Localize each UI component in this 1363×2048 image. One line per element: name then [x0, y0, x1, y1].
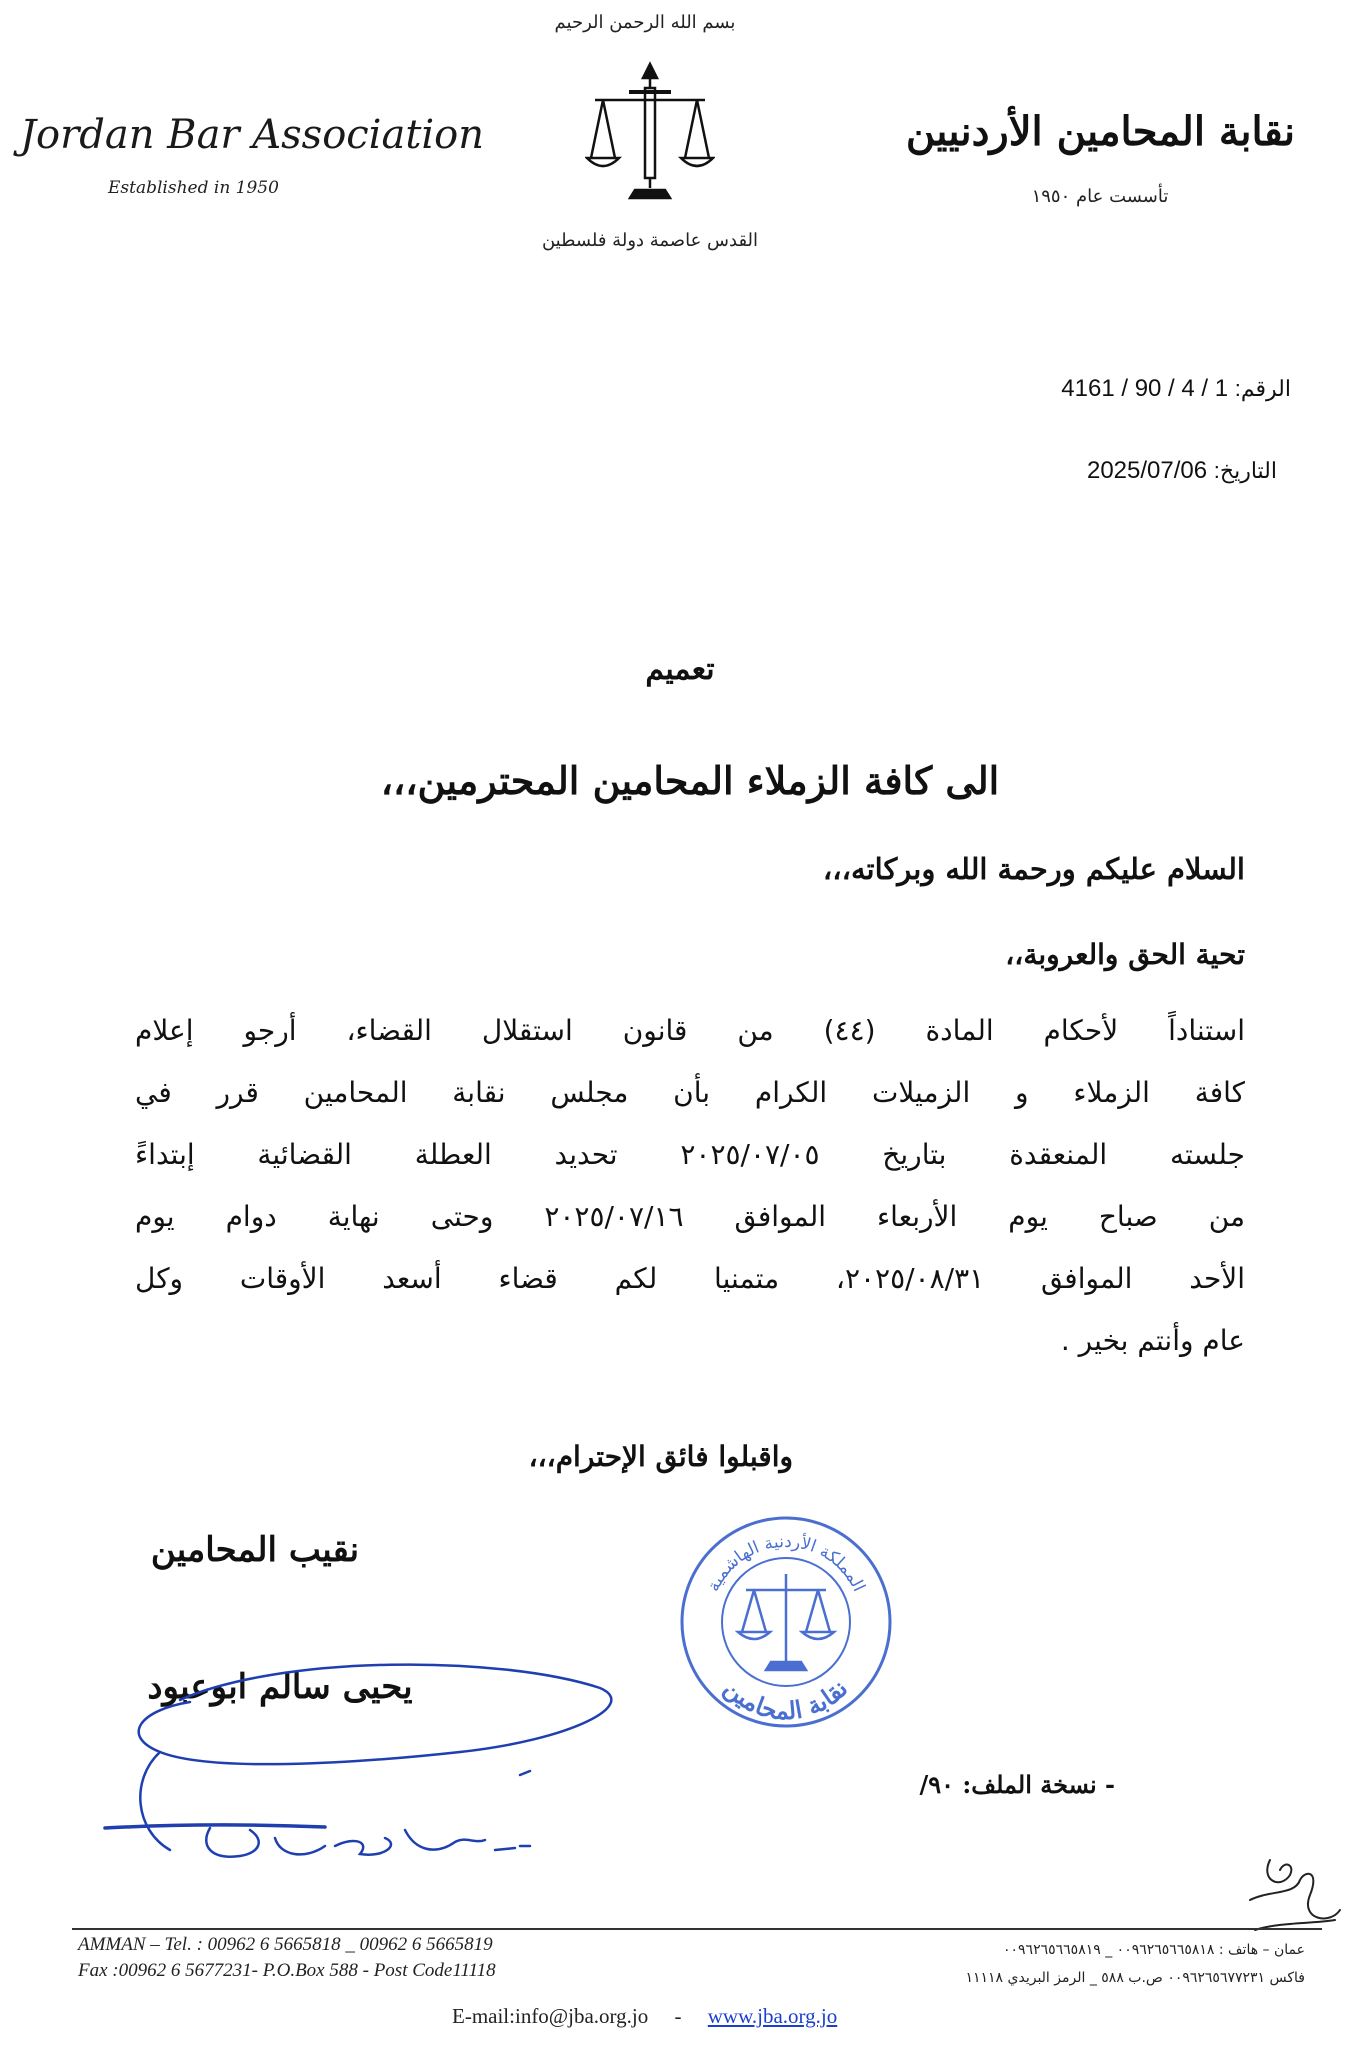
footer-separator: -	[674, 2004, 682, 2028]
footer-fax-arabic: فاكس ٠٠٩٦٢٦٥٦٧٧٢٣١ ص.ب ٥٨٨ _ الرمز البريدي ١١١١٨	[965, 1970, 1305, 1986]
scales-sword-emblem-icon	[585, 58, 715, 208]
body-line: كافة الزملاء و الزميلات الكرام بأن مجلس نقابة المحامين قرر في	[135, 1076, 1245, 1109]
addressee-line: الى كافة الزملاء المحامين المحترمين،،،	[380, 758, 1000, 803]
svg-text:نقابة المحامين	[718, 1673, 853, 1725]
body-line: استناداً لأحكام المادة (٤٤) من قانون استقلال القضاء، أرجو إعلام	[135, 1014, 1245, 1047]
body-line: عام وأنتم بخير .	[1060, 1324, 1245, 1357]
footer-contact-row	[452, 2004, 837, 2029]
reference-label: الرقم:	[1234, 376, 1291, 401]
reference-number-row	[1061, 375, 1291, 403]
established-arabic: تأسست عام ١٩٥٠	[1031, 186, 1169, 207]
salute-line: تحية الحق والعروبة،،	[1005, 938, 1245, 971]
handwritten-signature-icon	[100, 1660, 620, 1890]
org-name-arabic: نقابة المحامين الأردنيين	[905, 108, 1295, 155]
closing-line: واقبلوا فائق الإحترام،،،	[528, 1440, 793, 1473]
org-name-english: Jordan Bar Association	[20, 112, 485, 158]
circular-title: تعميم	[645, 652, 715, 687]
established-english: Established in 1950	[108, 178, 279, 198]
motto-jerusalem: القدس عاصمة دولة فلسطين	[541, 230, 759, 251]
signatory-name: يحيى سالم ابوعبود	[147, 1667, 413, 1707]
letter-body	[135, 1000, 1245, 1372]
footer-website-link[interactable]: www.jba.org.jo	[707, 2004, 838, 2028]
official-stamp-icon	[676, 1512, 896, 1732]
signatory-title: نقيب المحامين	[150, 1530, 360, 1570]
body-line: جلسته المنعقدة بتاريخ ٢٠٢٥/٠٧/٠٥ تحديد العطلة القضائية إبتداءً	[135, 1138, 1245, 1171]
file-copy-note: - نسخة الملف: ٩٠/	[919, 1770, 1115, 1799]
stamp-bottom-text: نقابة المحامين	[718, 1673, 854, 1726]
greeting-line: السلام عليكم ورحمة الله وبركاته،،،	[822, 852, 1245, 886]
date-row	[1087, 457, 1277, 485]
footer-phone-arabic: عمان – هاتف : ٠٠٩٦٢٦٥٦٦٥٨١٨ _ ٠٠٩٦٢٦٥٦٦٥٨١٩	[1003, 1942, 1305, 1958]
date-value: 2025/07/06	[1086, 457, 1208, 484]
handwritten-initials-icon	[1240, 1850, 1350, 1945]
stamp-top-text: المملكة الأردنية الهاشمية	[703, 1531, 869, 1595]
reference-value: 4161 / 90 / 4 / 1	[1061, 375, 1229, 402]
footer-fax-english: Fax :00962 6 5677231- P.O.Box 588 - Post Code11118	[78, 1960, 496, 1981]
body-line: من صباح يوم الأربعاء الموافق ٢٠٢٥/٠٧/١٦ وحتى نهاية دوام يوم	[135, 1200, 1245, 1233]
footer-phone-english: AMMAN – Tel. : 00962 6 5665818 _ 00962 6 5665819	[78, 1934, 493, 1955]
basmala: بسم الله الرحمن الرحيم	[554, 12, 736, 33]
footer-divider	[72, 1928, 1322, 1930]
footer-email[interactable]: E-mail:info@jba.org.jo	[452, 2004, 649, 2028]
date-label: التاريخ:	[1213, 458, 1277, 483]
body-line: الأحد الموافق ٢٠٢٥/٠٨/٣١، متمنيا لكم قضاء أسعد الأوقات وكل	[135, 1262, 1245, 1295]
